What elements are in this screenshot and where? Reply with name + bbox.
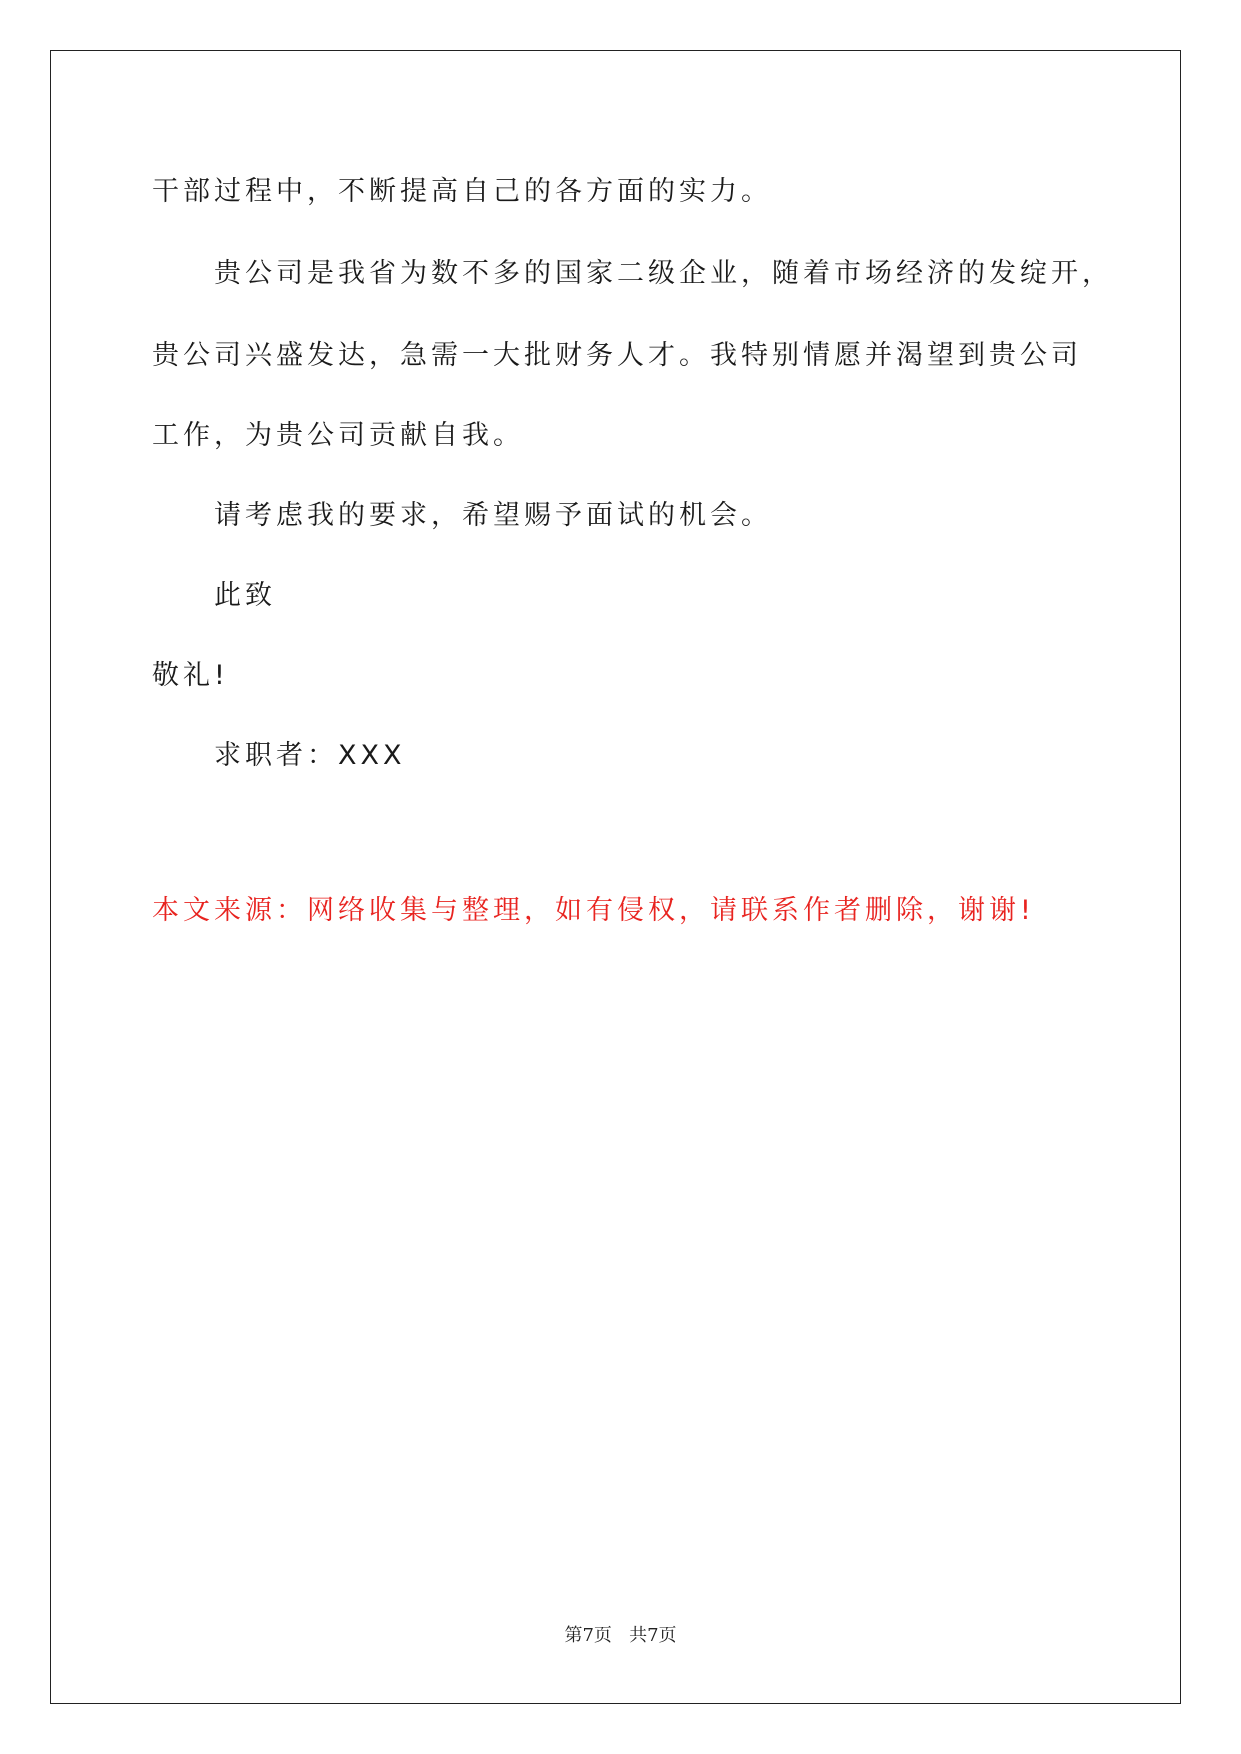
paragraph-line-2: 贵公司是我省为数不多的国家二级企业，随着市场经济的发绽开， — [214, 258, 1113, 289]
page-frame — [50, 50, 1181, 1704]
paragraph-line-5: 请考虑我的要求，希望赐予面试的机会。 — [214, 500, 772, 531]
closing-text: 此致 — [214, 580, 276, 611]
source-notice: 本文来源：网络收集与整理，如有侵权，请联系作者删除，谢谢! — [152, 895, 1035, 926]
page-number: 第7页 共7页 — [564, 1625, 677, 1646]
paragraph-line-3: 贵公司兴盛发达，急需一大批财务人才。我特别情愿并渴望到贵公司 — [152, 340, 1082, 371]
signature-text: 求职者：XXX — [214, 740, 406, 771]
paragraph-line-1: 干部过程中，不断提高自己的各方面的实力。 — [152, 176, 772, 207]
salutation-text: 敬礼! — [152, 660, 229, 691]
paragraph-line-4: 工作，为贵公司贡献自我。 — [152, 420, 524, 451]
